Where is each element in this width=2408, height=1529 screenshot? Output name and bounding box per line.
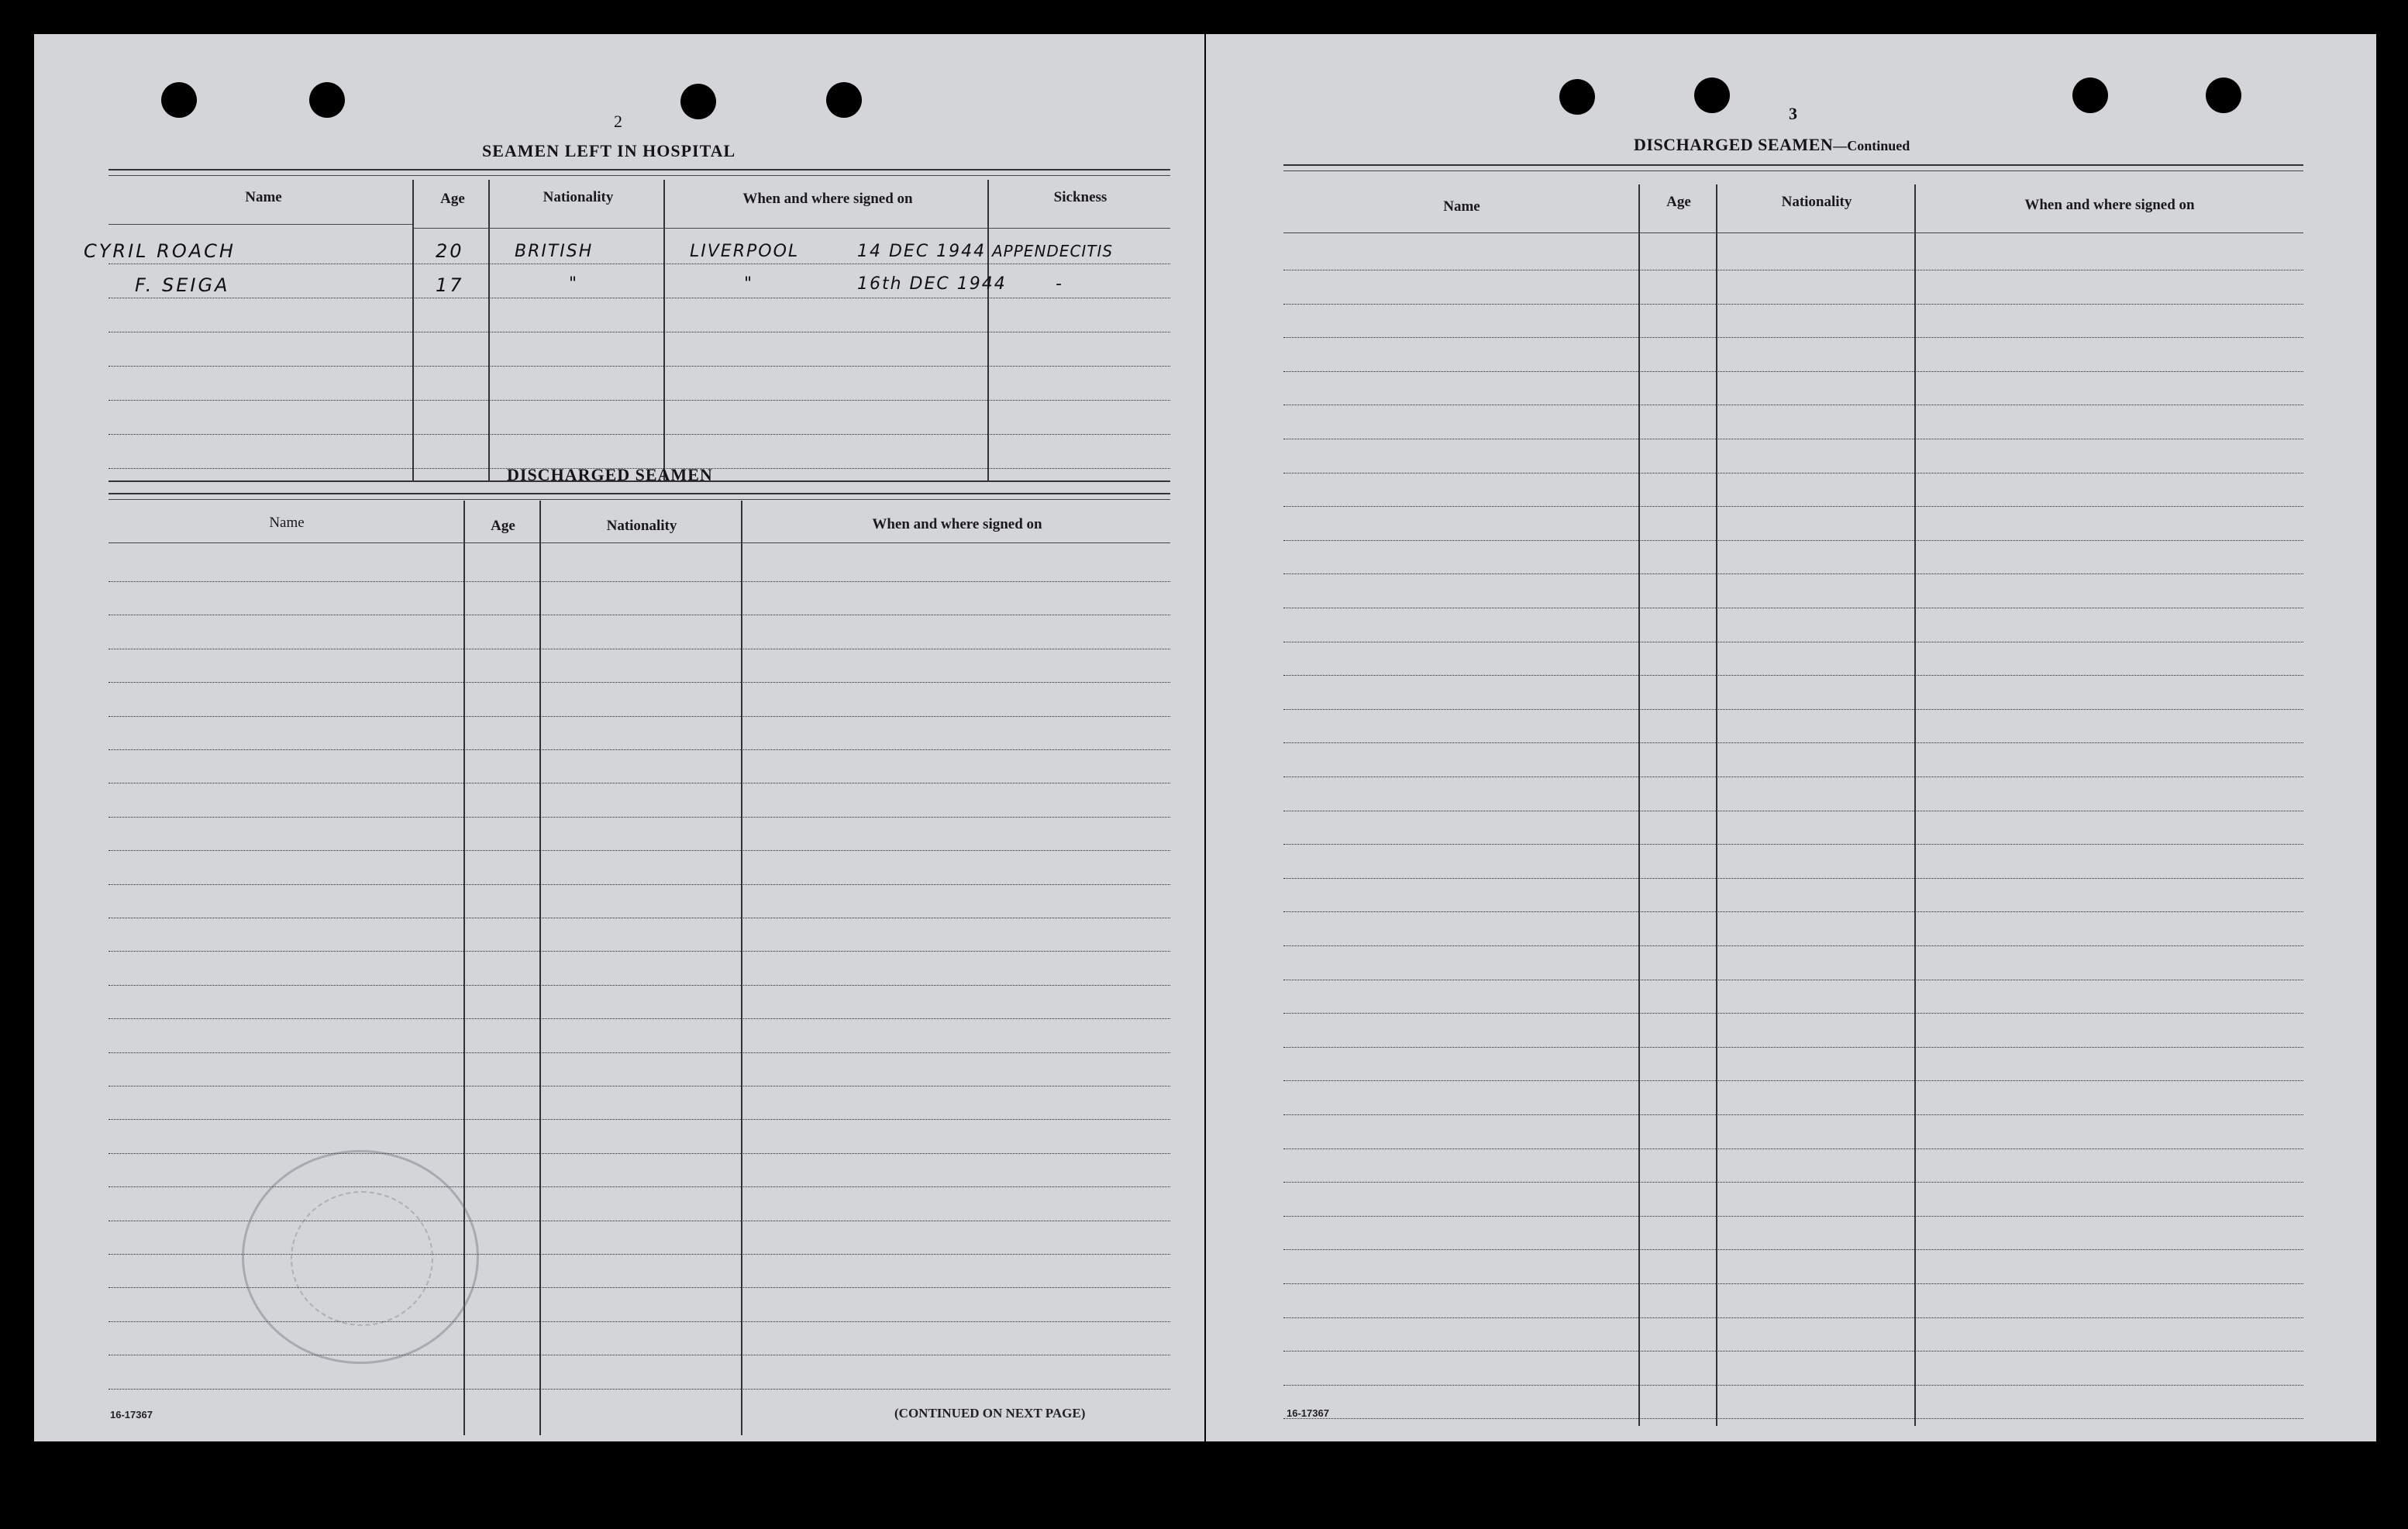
row-nationality: " xyxy=(569,274,579,294)
table-row-line xyxy=(1283,1114,2303,1115)
table-row-line xyxy=(1283,573,2303,574)
col-header-age: Age xyxy=(1666,194,1691,210)
table-row-line xyxy=(1283,1047,2303,1048)
table-row-line xyxy=(109,716,1170,717)
table-row-line xyxy=(109,850,1170,851)
table-row-line xyxy=(109,1186,1170,1187)
page-number: 3 xyxy=(1789,104,1797,123)
column-divider xyxy=(987,180,989,480)
column-divider xyxy=(488,180,490,480)
table-row-line xyxy=(1283,540,2303,541)
table-row-line xyxy=(109,884,1170,885)
col-header-signed-on: When and where signed on xyxy=(742,191,913,207)
column-divider xyxy=(663,180,665,480)
table-row-line xyxy=(1283,911,2303,912)
table-row-line xyxy=(1283,506,2303,507)
table-row-line xyxy=(109,1119,1170,1120)
punch-hole xyxy=(161,82,197,118)
discharged-continued-title xyxy=(1634,135,1910,155)
punch-hole xyxy=(1559,79,1595,115)
title-rule xyxy=(109,175,1170,176)
row-name: CYRIL ROACH xyxy=(84,240,236,262)
table-row-line xyxy=(1283,844,2303,845)
table-row-line xyxy=(1283,945,2303,946)
table-row-line xyxy=(1283,742,2303,743)
table-row-line xyxy=(1283,1317,2303,1318)
table-row-line xyxy=(109,1153,1170,1154)
col-header-age: Age xyxy=(440,191,465,207)
row-place: " xyxy=(744,274,754,294)
table-row-line xyxy=(109,682,1170,683)
row-age: 17 xyxy=(436,274,464,296)
table-row-line xyxy=(109,817,1170,818)
table-row-line xyxy=(1283,371,2303,372)
discharged-section-title: DISCHARGED SEAMEN xyxy=(507,465,713,484)
col-header-name: Name xyxy=(1443,198,1480,215)
title-suffix: —Continued xyxy=(1833,138,1910,153)
official-stamp xyxy=(242,1150,479,1364)
continued-note: (CONTINUED ON NEXT PAGE) xyxy=(894,1406,1086,1421)
title-rule xyxy=(1283,164,2303,166)
header-rule xyxy=(412,228,1170,229)
col-header-nationality: Nationality xyxy=(1781,194,1852,210)
title-rule xyxy=(1283,170,2303,171)
table-row-line xyxy=(1283,337,2303,338)
table-row-line xyxy=(109,581,1170,582)
table-row-line xyxy=(1283,1283,2303,1284)
form-number: 16-17367 xyxy=(1287,1407,1329,1419)
col-header-name: Name xyxy=(245,189,282,205)
table-row-line xyxy=(1283,304,2303,305)
table-row-line xyxy=(1283,878,2303,879)
title-text: DISCHARGED SEAMEN xyxy=(1634,135,1834,154)
col-header-name: Name xyxy=(269,515,305,531)
table-row-line xyxy=(1283,473,2303,474)
table-row-line xyxy=(109,985,1170,986)
table-row-line xyxy=(109,1052,1170,1053)
table-row-line xyxy=(109,1018,1170,1019)
table-row-line xyxy=(109,366,1170,367)
form-number: 16-17367 xyxy=(110,1409,153,1421)
table-row-line xyxy=(1283,1351,2303,1352)
row-sickness: - xyxy=(1056,274,1063,294)
table-row-line xyxy=(1283,1080,2303,1081)
row-date: 14 DEC 1944 xyxy=(857,242,987,261)
table-row-line xyxy=(109,749,1170,750)
table-row-line xyxy=(1283,1182,2303,1183)
right-page xyxy=(1206,34,2376,1441)
table-row-line xyxy=(109,263,1170,264)
col-header-age: Age xyxy=(491,518,515,534)
row-sickness: APPENDECITIS xyxy=(992,242,1114,260)
punch-hole xyxy=(826,82,862,118)
row-age: 20 xyxy=(436,240,464,262)
page-number: 2 xyxy=(614,112,622,131)
punch-hole xyxy=(2206,77,2241,113)
table-row-line xyxy=(109,434,1170,435)
table-row-line xyxy=(109,1389,1170,1390)
row-date: 16th DEC 1944 xyxy=(857,274,1007,294)
table-row-line xyxy=(1283,1418,2303,1419)
table-row-line xyxy=(109,951,1170,952)
header-rule xyxy=(1283,232,2303,233)
table-row-line xyxy=(1283,1148,2303,1149)
col-header-nationality: Nationality xyxy=(606,518,677,534)
title-rule xyxy=(109,493,1170,494)
row-place: LIVERPOOL xyxy=(690,242,800,261)
row-nationality: BRITISH xyxy=(515,242,594,261)
col-header-signed-on: When and where signed on xyxy=(2024,197,2195,213)
punch-hole xyxy=(309,82,345,118)
table-row-line xyxy=(1283,1013,2303,1014)
table-row-line xyxy=(1283,1216,2303,1217)
column-divider xyxy=(741,501,742,1435)
row-name: F. SEIGA xyxy=(135,274,230,296)
table-row-line xyxy=(1283,1249,2303,1250)
left-page xyxy=(34,34,1204,1441)
col-header-signed-on: When and where signed on xyxy=(872,516,1042,532)
column-divider xyxy=(412,180,414,480)
title-rule xyxy=(109,499,1170,500)
table-row-line xyxy=(1283,709,2303,710)
hospital-section-title: SEAMEN LEFT IN HOSPITAL xyxy=(482,141,736,160)
col-header-nationality: Nationality xyxy=(543,189,614,205)
column-divider xyxy=(539,501,541,1435)
col-header-sickness: Sickness xyxy=(1053,189,1108,205)
header-rule xyxy=(109,224,412,225)
header-rule xyxy=(109,542,1170,543)
punch-hole xyxy=(1694,77,1730,113)
punch-hole xyxy=(2072,77,2108,113)
table-row-line xyxy=(1283,675,2303,676)
table-row-line xyxy=(1283,1385,2303,1386)
punch-hole xyxy=(680,84,716,119)
title-rule xyxy=(109,169,1170,170)
table-row-line xyxy=(109,400,1170,401)
